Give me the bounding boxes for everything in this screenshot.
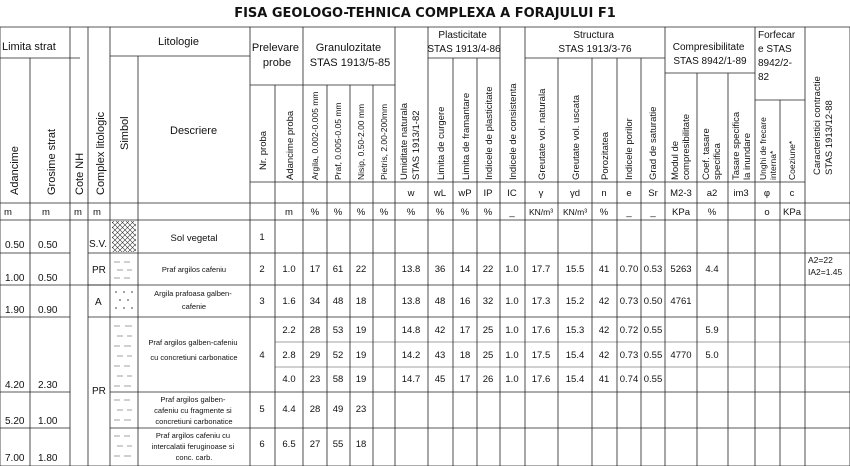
header-coef-tasare: Coef. tasare specifica (701, 128, 723, 180)
sample-cell-wl: 48 (434, 296, 446, 307)
header-complex-litologic: Complex litologic (95, 111, 107, 195)
sample-cell-nis: 23 (355, 404, 367, 415)
sample-cell-m: 4770 (670, 350, 692, 361)
header-tasare-inundare: Tasare specifica la inundare (731, 111, 753, 180)
header-cote-nh: Cote NH (74, 152, 86, 195)
unit-e: _ (626, 207, 632, 218)
stratum-description: Sol vegetal (170, 233, 218, 244)
sample-cell-ic: 1.0 (505, 264, 519, 275)
sample-cell-praf: 61 (332, 264, 344, 275)
sample-cell-wl: 36 (434, 264, 446, 275)
header-descriere: Descriere (170, 125, 218, 137)
sample-cell-sr: 0.53 (643, 264, 663, 275)
contraction-note: A2=22 IA2=1.45 (808, 255, 843, 277)
sample-cell-gd: 15.4 (565, 350, 585, 361)
stratum-depth: 4.20 (5, 380, 25, 391)
sample-cell-ip: 25 (482, 325, 494, 336)
unit-a2: % (707, 207, 717, 218)
unit-gamma-d: KN/m³ (562, 207, 588, 217)
sample-cell-e: 0.72 (619, 325, 639, 336)
sample-cell-praf: 52 (332, 350, 344, 361)
unit-n: % (599, 207, 609, 218)
sample-cell-gd: 15.5 (565, 264, 585, 275)
symbol-ic: IC (507, 188, 517, 199)
sample-cell-ip: 22 (482, 264, 494, 275)
sample-cell-wl: 42 (434, 325, 446, 336)
complex-label: A (95, 297, 102, 308)
sample-cell-a2: 5.0 (705, 350, 719, 361)
sample-cell-n: 42 (598, 325, 610, 336)
symbol-sr: Sr (648, 188, 658, 199)
unit-gamma: KN/m³ (528, 207, 554, 217)
sample-cell-ad: 6.5 (282, 439, 296, 450)
sample-cell-wp: 16 (459, 296, 471, 307)
header-granulozitate: Granulozitate STAS 1913/5-85 (309, 42, 391, 69)
sample-cell-g: 17.7 (531, 264, 551, 275)
sample-nr: 6 (259, 439, 265, 450)
sample-cell-ic: 1.0 (505, 350, 519, 361)
header-limita-strat: Limita strat (2, 41, 56, 53)
header-porozitatea: Porozitatea (600, 131, 611, 180)
sample-cell-praf: 58 (332, 374, 344, 385)
sample-cell-gd: 15.2 (565, 296, 585, 307)
lithology-symbols (112, 221, 136, 456)
sample-cell-arg: 23 (309, 374, 321, 385)
unit-ip: % (483, 207, 493, 218)
header-unghi-frecare: Unghi de frecare interna* (758, 117, 778, 180)
header-adancime: Adancime (9, 146, 21, 195)
silt-dash-symbol (114, 262, 132, 456)
symbol-im3: im3 (733, 188, 749, 199)
symbol-m23: M2-3 (670, 188, 692, 199)
sample-cell-arg: 27 (309, 439, 321, 450)
sample-cell-w: 13.8 (401, 296, 421, 307)
stratum-description: Praf argilos galben-cafeniu cu concretiuni carbonatice (148, 338, 238, 362)
symbol-wl: wL (433, 188, 447, 199)
sample-cell-ic: 1.0 (505, 325, 519, 336)
symbol-ip: IP (483, 188, 493, 199)
header-nisip: Nisip, 0.50-2.00 mm (356, 103, 366, 180)
header-adancime-proba: Adancime proba (285, 110, 296, 180)
stratum-thickness: 1.80 (38, 453, 58, 464)
header-prelevare-probe: Prelevare probe (251, 42, 300, 69)
sample-cell-nis: 19 (355, 350, 367, 361)
symbol-gamma: γ (538, 188, 544, 199)
stratum-thickness: 0.50 (38, 273, 58, 284)
header-coeziune: Coeziune* (787, 140, 797, 180)
header-greutate-uscata: Greutate vol. uscata (571, 94, 582, 180)
header-litologie: Litologie (158, 36, 199, 48)
sample-cell-w: 14.7 (401, 374, 421, 385)
symbol-c: c (789, 188, 795, 199)
sample-cell-n: 41 (598, 374, 610, 385)
stratum-thickness: 1.00 (38, 416, 58, 427)
symbol-e: e (626, 188, 632, 199)
sample-cell-gd: 15.3 (565, 325, 585, 336)
sample-cell-ip: 25 (482, 350, 494, 361)
sample-nr: 2 (259, 264, 265, 275)
unit-w: % (406, 207, 416, 218)
unit-ic: _ (509, 207, 515, 218)
header-simbol: Simbol (119, 116, 131, 150)
sample-cell-e: 0.74 (619, 374, 639, 385)
sample-cell-wp: 17 (459, 325, 471, 336)
sample-cell-ad: 2.8 (282, 350, 296, 361)
complex-labels (89, 239, 107, 397)
symbol-gamma-d: γd (569, 188, 581, 199)
unit-adancime: m (4, 207, 12, 218)
table-header (2, 30, 835, 195)
sample-cell-wp: 17 (459, 374, 471, 385)
sample-cell-n: 42 (598, 350, 610, 361)
sample-cell-ad: 1.0 (282, 264, 296, 275)
symbol-row (407, 188, 795, 199)
sample-nr: 5 (259, 404, 265, 415)
unit-phi: o (764, 207, 770, 218)
header-modul-compresibilitate: Modul de compresibilitate (670, 114, 692, 180)
units-row (4, 207, 802, 218)
sample-cell-nis: 18 (355, 439, 367, 450)
stratum-description: Praf argilos galben- cafeniu cu fragmente si concretiuni carbonatice (154, 395, 233, 426)
stratum-depth: 1.00 (5, 273, 25, 284)
unit-praf: % (333, 207, 343, 218)
sample-cell-arg: 28 (309, 325, 321, 336)
symbol-n: n (601, 188, 607, 199)
sample-cell-g: 17.3 (531, 296, 551, 307)
header-limita-curgere: Limita de curgere (436, 106, 447, 180)
sample-cell-wp: 18 (459, 350, 471, 361)
header-compresibilitate: Compresibilitate STAS 8942/1-89 (672, 42, 747, 67)
header-contractie: Caracteristici contractie STAS 1913/12-88 (812, 76, 835, 175)
unit-adancime-proba: m (285, 207, 293, 218)
sample-cell-m: 4761 (670, 296, 692, 307)
unit-wp: % (460, 207, 470, 218)
unit-pietris: % (379, 207, 389, 218)
sample-cell-nis: 19 (355, 374, 367, 385)
sample-cell-n: 42 (598, 296, 610, 307)
unit-sr: _ (650, 207, 656, 218)
sample-cell-n: 41 (598, 264, 610, 275)
sample-cell-ip: 32 (482, 296, 494, 307)
sample-nr: 4 (259, 350, 265, 361)
sample-cell-wl: 43 (434, 350, 446, 361)
sample-cell-ad: 1.6 (282, 296, 296, 307)
symbol-phi: φ (763, 188, 771, 199)
sample-cell-sr: 0.55 (643, 374, 663, 385)
unit-cote: m (74, 207, 82, 218)
stratum-depth: 1.90 (5, 305, 25, 316)
sample-cell-praf: 55 (332, 439, 344, 450)
header-nr-proba: Nr. proba (258, 130, 269, 170)
sample-nr: 1 (259, 232, 265, 243)
header-indice-plasticitate: Indicele de plasticitate (484, 86, 495, 180)
symbol-wp: wP (458, 188, 472, 199)
header-greutate-naturala: Greutate vol. naturala (537, 88, 548, 180)
sample-cell-nis: 19 (355, 325, 367, 336)
sample-cell-w: 14.2 (401, 350, 421, 361)
stratum-description: Praf argilos cafeniu cu intercalatii feruginoase si conc. carb. (151, 431, 235, 462)
complex-label: S.V. (89, 239, 107, 250)
header-limita-framantare: Limita de framantare (461, 92, 472, 180)
sample-cell-gd: 15.4 (565, 374, 585, 385)
topsoil-hatch-symbol (112, 221, 136, 252)
stratum-thickness: 0.50 (38, 240, 58, 251)
sample-cell-ic: 1.0 (505, 296, 519, 307)
stratum-thickness: 2.30 (38, 380, 58, 391)
unit-complex: m (93, 207, 101, 218)
sample-cell-sr: 0.55 (643, 350, 663, 361)
strata-depths (5, 240, 58, 464)
sample-rows (282, 264, 718, 450)
sample-cell-sr: 0.55 (643, 325, 663, 336)
sample-cell-g: 17.6 (531, 374, 551, 385)
sample-cell-arg: 29 (309, 350, 321, 361)
sample-cell-e: 0.70 (619, 264, 639, 275)
unit-c: KPa (783, 207, 801, 218)
sample-cell-praf: 53 (332, 325, 344, 336)
stratum-description: Argila prafoasa galben- cafenie (154, 289, 232, 311)
header-structura: Structura STAS 1913/3-76 (558, 30, 632, 55)
stratum-depth: 5.20 (5, 416, 25, 427)
complex-label: PR (92, 386, 106, 397)
header-indice-consistenta: Indicele de consistenta (508, 83, 519, 180)
sample-cell-e: 0.73 (619, 296, 639, 307)
sample-cell-ad: 2.2 (282, 325, 296, 336)
sample-cell-praf: 49 (332, 404, 344, 415)
header-indicele-porilor: Indicele porilor (624, 118, 635, 180)
unit-grosime: m (42, 207, 50, 218)
header-forfecare: Forfecar e STAS 8942/2- 82 (758, 30, 796, 83)
sample-cell-nis: 18 (355, 296, 367, 307)
header-pietris: Pietris, 2.00-200mm (379, 103, 389, 180)
sample-cell-a2: 5.9 (705, 325, 719, 336)
sample-cell-praf: 48 (332, 296, 344, 307)
stratum-description: Praf argilos cafeniu (161, 265, 227, 274)
sample-numbers (259, 232, 264, 450)
sample-cell-a2: 4.4 (705, 264, 719, 275)
sample-cell-nis: 22 (355, 264, 367, 275)
header-grad-saturatie: Grad de saturatie (648, 106, 659, 180)
header-praf: Praf, 0.005-0.05 mm (333, 102, 343, 180)
sample-nr: 3 (259, 296, 265, 307)
sample-cell-g: 17.5 (531, 350, 551, 361)
unit-argila: % (310, 207, 320, 218)
stratum-thickness: 0.90 (38, 305, 58, 316)
unit-m23: KPa (672, 207, 690, 218)
header-grosime-strat: Grosime strat (46, 128, 58, 195)
sheet-title: FISA GEOLOGO-TEHNICA COMPLEXA A FORAJULUI F1 (234, 6, 616, 21)
sample-cell-wp: 14 (459, 264, 471, 275)
complex-label: PR (92, 265, 106, 276)
sample-cell-sr: 0.50 (643, 296, 663, 307)
unit-wl: % (435, 207, 445, 218)
sample-cell-arg: 17 (309, 264, 321, 275)
sample-cell-m: 5263 (670, 264, 692, 275)
stratum-depth: 0.50 (5, 240, 25, 251)
sample-cell-wl: 45 (434, 374, 446, 385)
sample-cell-ad: 4.4 (282, 404, 296, 415)
clay-dot-symbol (115, 291, 133, 309)
sample-cell-arg: 28 (309, 404, 321, 415)
sample-cell-arg: 34 (309, 296, 321, 307)
sample-cell-e: 0.73 (619, 350, 639, 361)
unit-nisip: % (356, 207, 366, 218)
header-plasticitate: Plasticitate STAS 1913/4-86 (427, 30, 501, 55)
sample-cell-ip: 26 (482, 374, 494, 385)
sample-cell-w: 14.8 (401, 325, 421, 336)
header-umiditate: Umiditate naturala STAS 1913/1-82 (399, 102, 422, 180)
symbol-w: w (407, 188, 415, 199)
symbol-a2: a2 (706, 188, 718, 199)
sample-cell-ic: 1.0 (505, 374, 519, 385)
header-argila: Argila, 0.002-0.005 mm (310, 91, 320, 180)
stratum-depth: 7.00 (5, 453, 25, 464)
sample-cell-g: 17.6 (531, 325, 551, 336)
sample-cell-w: 13.8 (401, 264, 421, 275)
sample-cell-ad: 4.0 (282, 374, 296, 385)
